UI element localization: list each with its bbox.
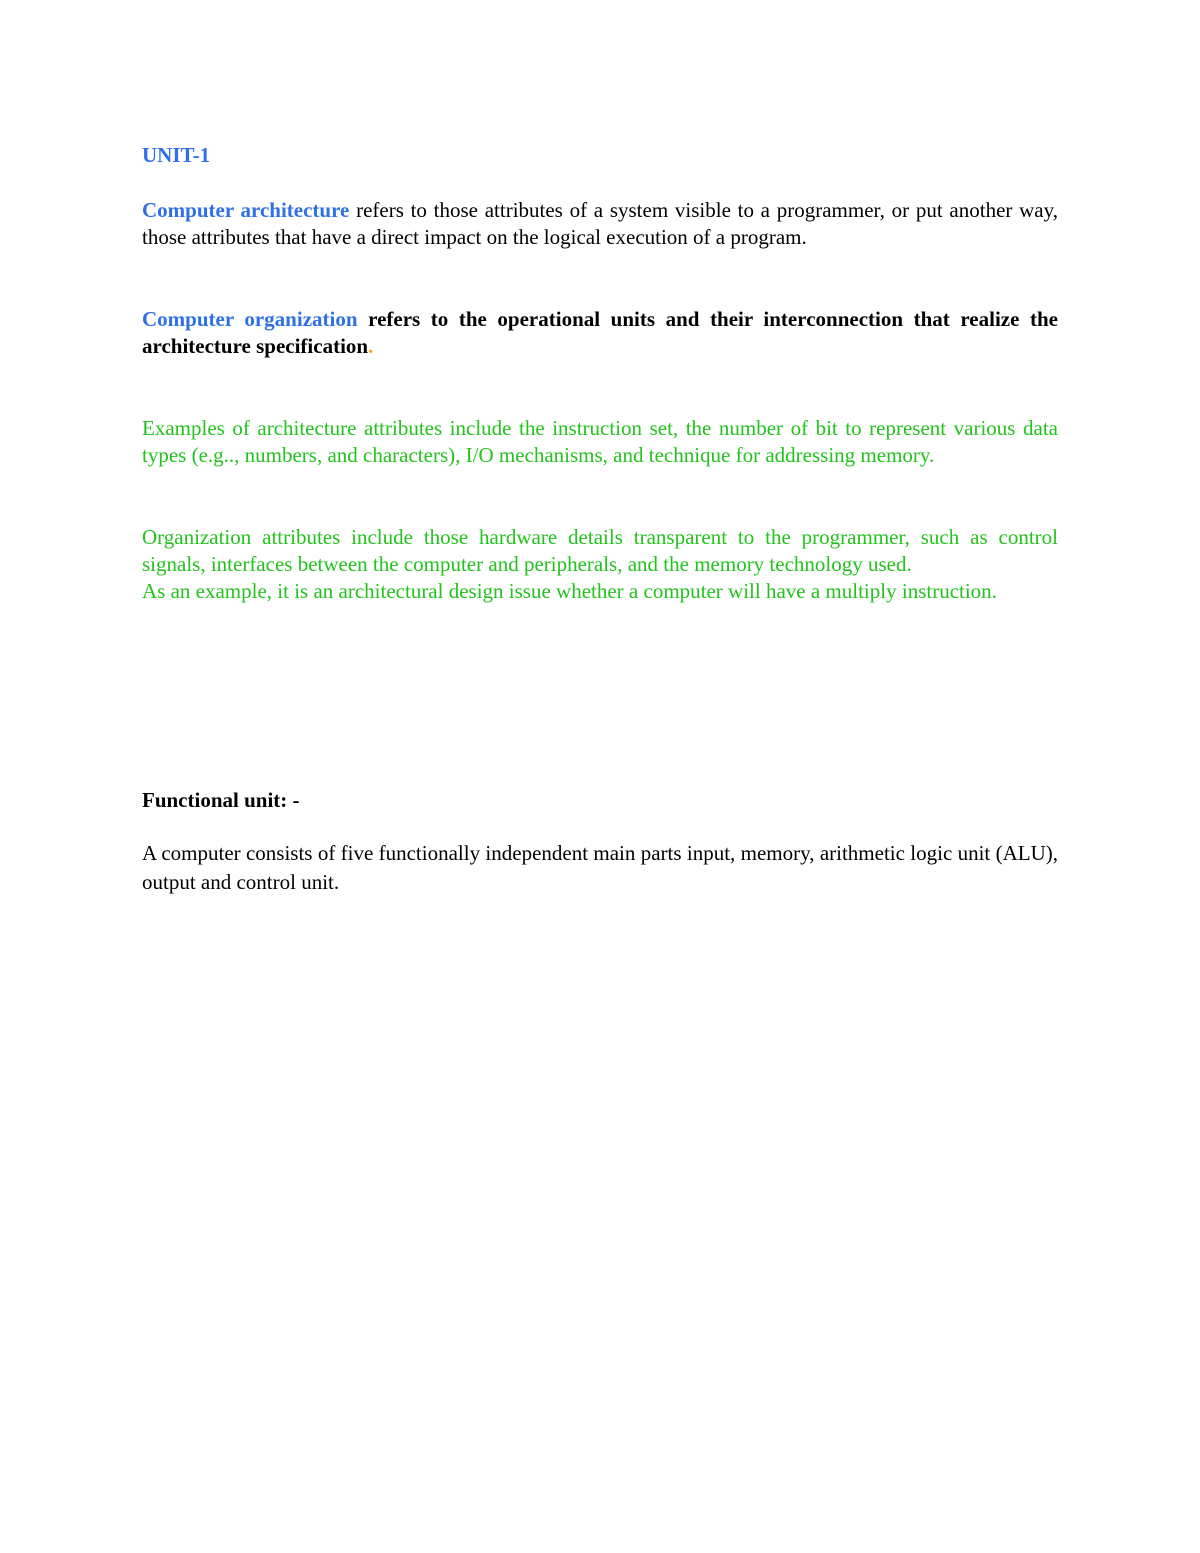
architecture-definition bbox=[142, 197, 1058, 251]
architecture-definition-text: refers to those attributes of a system visible to a programmer, or put another way, those attributes that have a direct impact on the logical execution of a program. bbox=[142, 198, 1058, 249]
unit-title: UNIT-1 bbox=[142, 143, 211, 167]
organization-definition-text: refers to the operational units and their interconnection that realize the architecture specification bbox=[142, 307, 1059, 358]
organization-attributes-section bbox=[142, 524, 1058, 605]
architecture-term: Computer architecture bbox=[142, 198, 350, 222]
architectural-issue-example-paragraph: As an example, it is an architectural design issue whether a computer will have a multiply instruction. bbox=[142, 579, 997, 603]
organization-term: Computer organization bbox=[142, 307, 358, 331]
organization-end-mark: . bbox=[368, 334, 374, 358]
architecture-examples-paragraph: Examples of architecture attributes include the instruction set, the number of bit to represent various data types (e.g.., numbers, and characters), I/O mechanisms, and technique for addressing memory. bbox=[142, 416, 1058, 467]
organization-attributes-paragraph: Organization attributes include those hardware details transparent to the programmer, such as control signals, interfaces between the computer and peripherals, and the memory technology used. bbox=[142, 525, 1058, 576]
organization-definition bbox=[142, 306, 1058, 360]
functional-unit-heading: Functional unit: - bbox=[142, 788, 300, 812]
functional-unit-paragraph: A computer consists of five functionally independent main parts input, memory, arithmetic logic unit (ALU), output and control unit. bbox=[142, 841, 1058, 894]
